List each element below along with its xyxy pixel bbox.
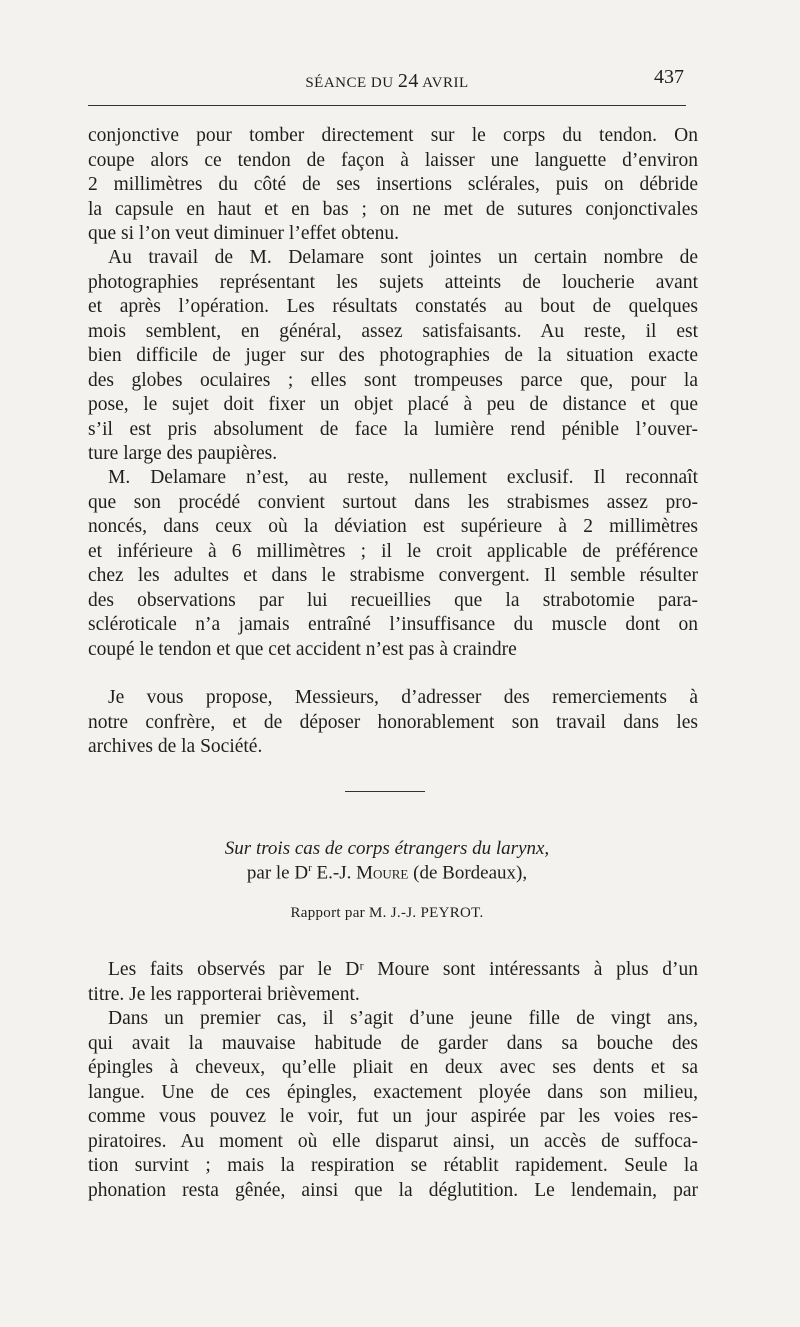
paragraph-photographies (88, 246, 698, 467)
running-header (88, 64, 686, 92)
header-rule (88, 105, 686, 106)
text-line: chez les adultes et dans le strabisme convergent. Il semble résulter (88, 565, 698, 586)
author-sup: r (308, 862, 312, 874)
text-line: comme vous pouvez le voir, fut un jour aspirée par les voies res- (88, 1106, 698, 1127)
article-title: Sur trois cas de corps étrangers du larynx, (224, 838, 550, 859)
text-line: archives de la Société. (88, 736, 263, 757)
page-number: 437 (654, 66, 684, 88)
running-title-prefix: SÉANCE DU (305, 75, 394, 91)
author-initials: E.-J. (316, 862, 352, 884)
text-line: s’il est pris absolument de face la lumière rend pénible l’ouver- (88, 418, 698, 440)
text-line: noncés, dans ceux où la déviation est supérieure à 2 millimètres (88, 516, 698, 537)
paragraph-continuation (88, 124, 698, 247)
text-line: coupé le tendon et que cet accident n’est pas à craindre (88, 638, 517, 660)
text-line: pose, le sujet doit fixer un objet placé à peu de distance et que (88, 394, 698, 415)
author-suffix: (de Bordeaux), (413, 862, 528, 884)
author-prefix: par le D (246, 862, 309, 884)
section-separator (345, 791, 425, 792)
text-line: photographies représentant les sujets atteints de loucherie avant (88, 271, 698, 293)
text-line: coupe alors ce tendon de façon à laisser une languette d’environ (88, 149, 698, 171)
text-line: Dans un premier cas, il s’agit d’une jeune fille de vingt ans, (108, 1008, 698, 1029)
text-line: Je vous propose, Messieurs, d’adresser des remerciements à (108, 687, 698, 708)
text-line: mois semblent, en général, assez satisfaisants. Au reste, il est (88, 320, 698, 342)
text-line: et inférieure à 6 millimètres ; il le croit applicable de préférence (88, 540, 698, 562)
text-line: que son procédé convient surtout dans les strabismes assez pro- (88, 491, 698, 513)
text-line: ture large des paupières. (88, 443, 278, 464)
text-line: Les faits observés par le Dʳ Moure sont intéressants à plus d’un (108, 959, 698, 980)
author-name: Moure (356, 862, 409, 884)
text-line: et après l’opération. Les résultats constatés au bout de quelques (88, 296, 698, 317)
text-line: scléroticale n’a jamais entraîné l’insuffisance du muscle dont on (88, 614, 698, 635)
paragraph-conclusion (88, 686, 698, 760)
paragraph-delamare (88, 466, 698, 662)
text-line: langue. Une de ces épingles, exactement ployée dans son milieu, (88, 1081, 698, 1103)
text-line: notre confrère, et de déposer honorablement son travail dans les (88, 711, 698, 733)
text-line: des globes oculaires ; elles sont trompeuses parce que, pour la (88, 369, 698, 391)
text-line: la capsule en haut et en bas ; on ne met de sutures conjonctivales (88, 198, 698, 220)
rapport-line: Rapport par M. J.-J. PEYROT. (290, 905, 484, 921)
paragraph-faits (88, 958, 698, 1007)
text-line: épingles à cheveux, qu’elle pliait en deux avec ses dents et sa (88, 1057, 698, 1078)
text-line: titre. Je les rapporterai brièvement. (88, 983, 360, 1005)
text-line: M. Delamare n’est, au reste, nullement exclusif. Il reconnaît (108, 467, 698, 488)
text-line: Au travail de M. Delamare sont jointes un certain nombre de (108, 247, 698, 268)
running-title (88, 70, 686, 93)
text-line: que si l’on veut diminuer l’effet obtenu. (88, 223, 400, 244)
text-line: conjonctive pour tomber directement sur le corps du tendon. On (88, 125, 698, 146)
running-title-suffix: AVRIL (422, 75, 469, 91)
article-author (88, 862, 686, 884)
text-line: phonation resta gênée, ainsi que la déglutition. Le lendemain, par (88, 1179, 698, 1201)
text-line: bien difficile de juger sur des photographies de la situation exacte (88, 345, 698, 366)
text-line: qui avait la mauvaise habitude de garder dans sa bouche des (88, 1032, 698, 1054)
running-title-number: 24 (397, 70, 419, 92)
text-line: tion survint ; mais la respiration se rétablit rapidement. Seule la (88, 1155, 698, 1176)
paragraph-premier-cas (88, 1007, 698, 1203)
text-line: 2 millimètres du côté de ses insertions sclérales, puis on débride (88, 174, 698, 195)
text-line: des observations par lui recueillies que la strabotomie para- (88, 589, 698, 611)
text-line: piratoires. Au moment où elle disparut ainsi, un accès de suffoca- (88, 1130, 698, 1152)
